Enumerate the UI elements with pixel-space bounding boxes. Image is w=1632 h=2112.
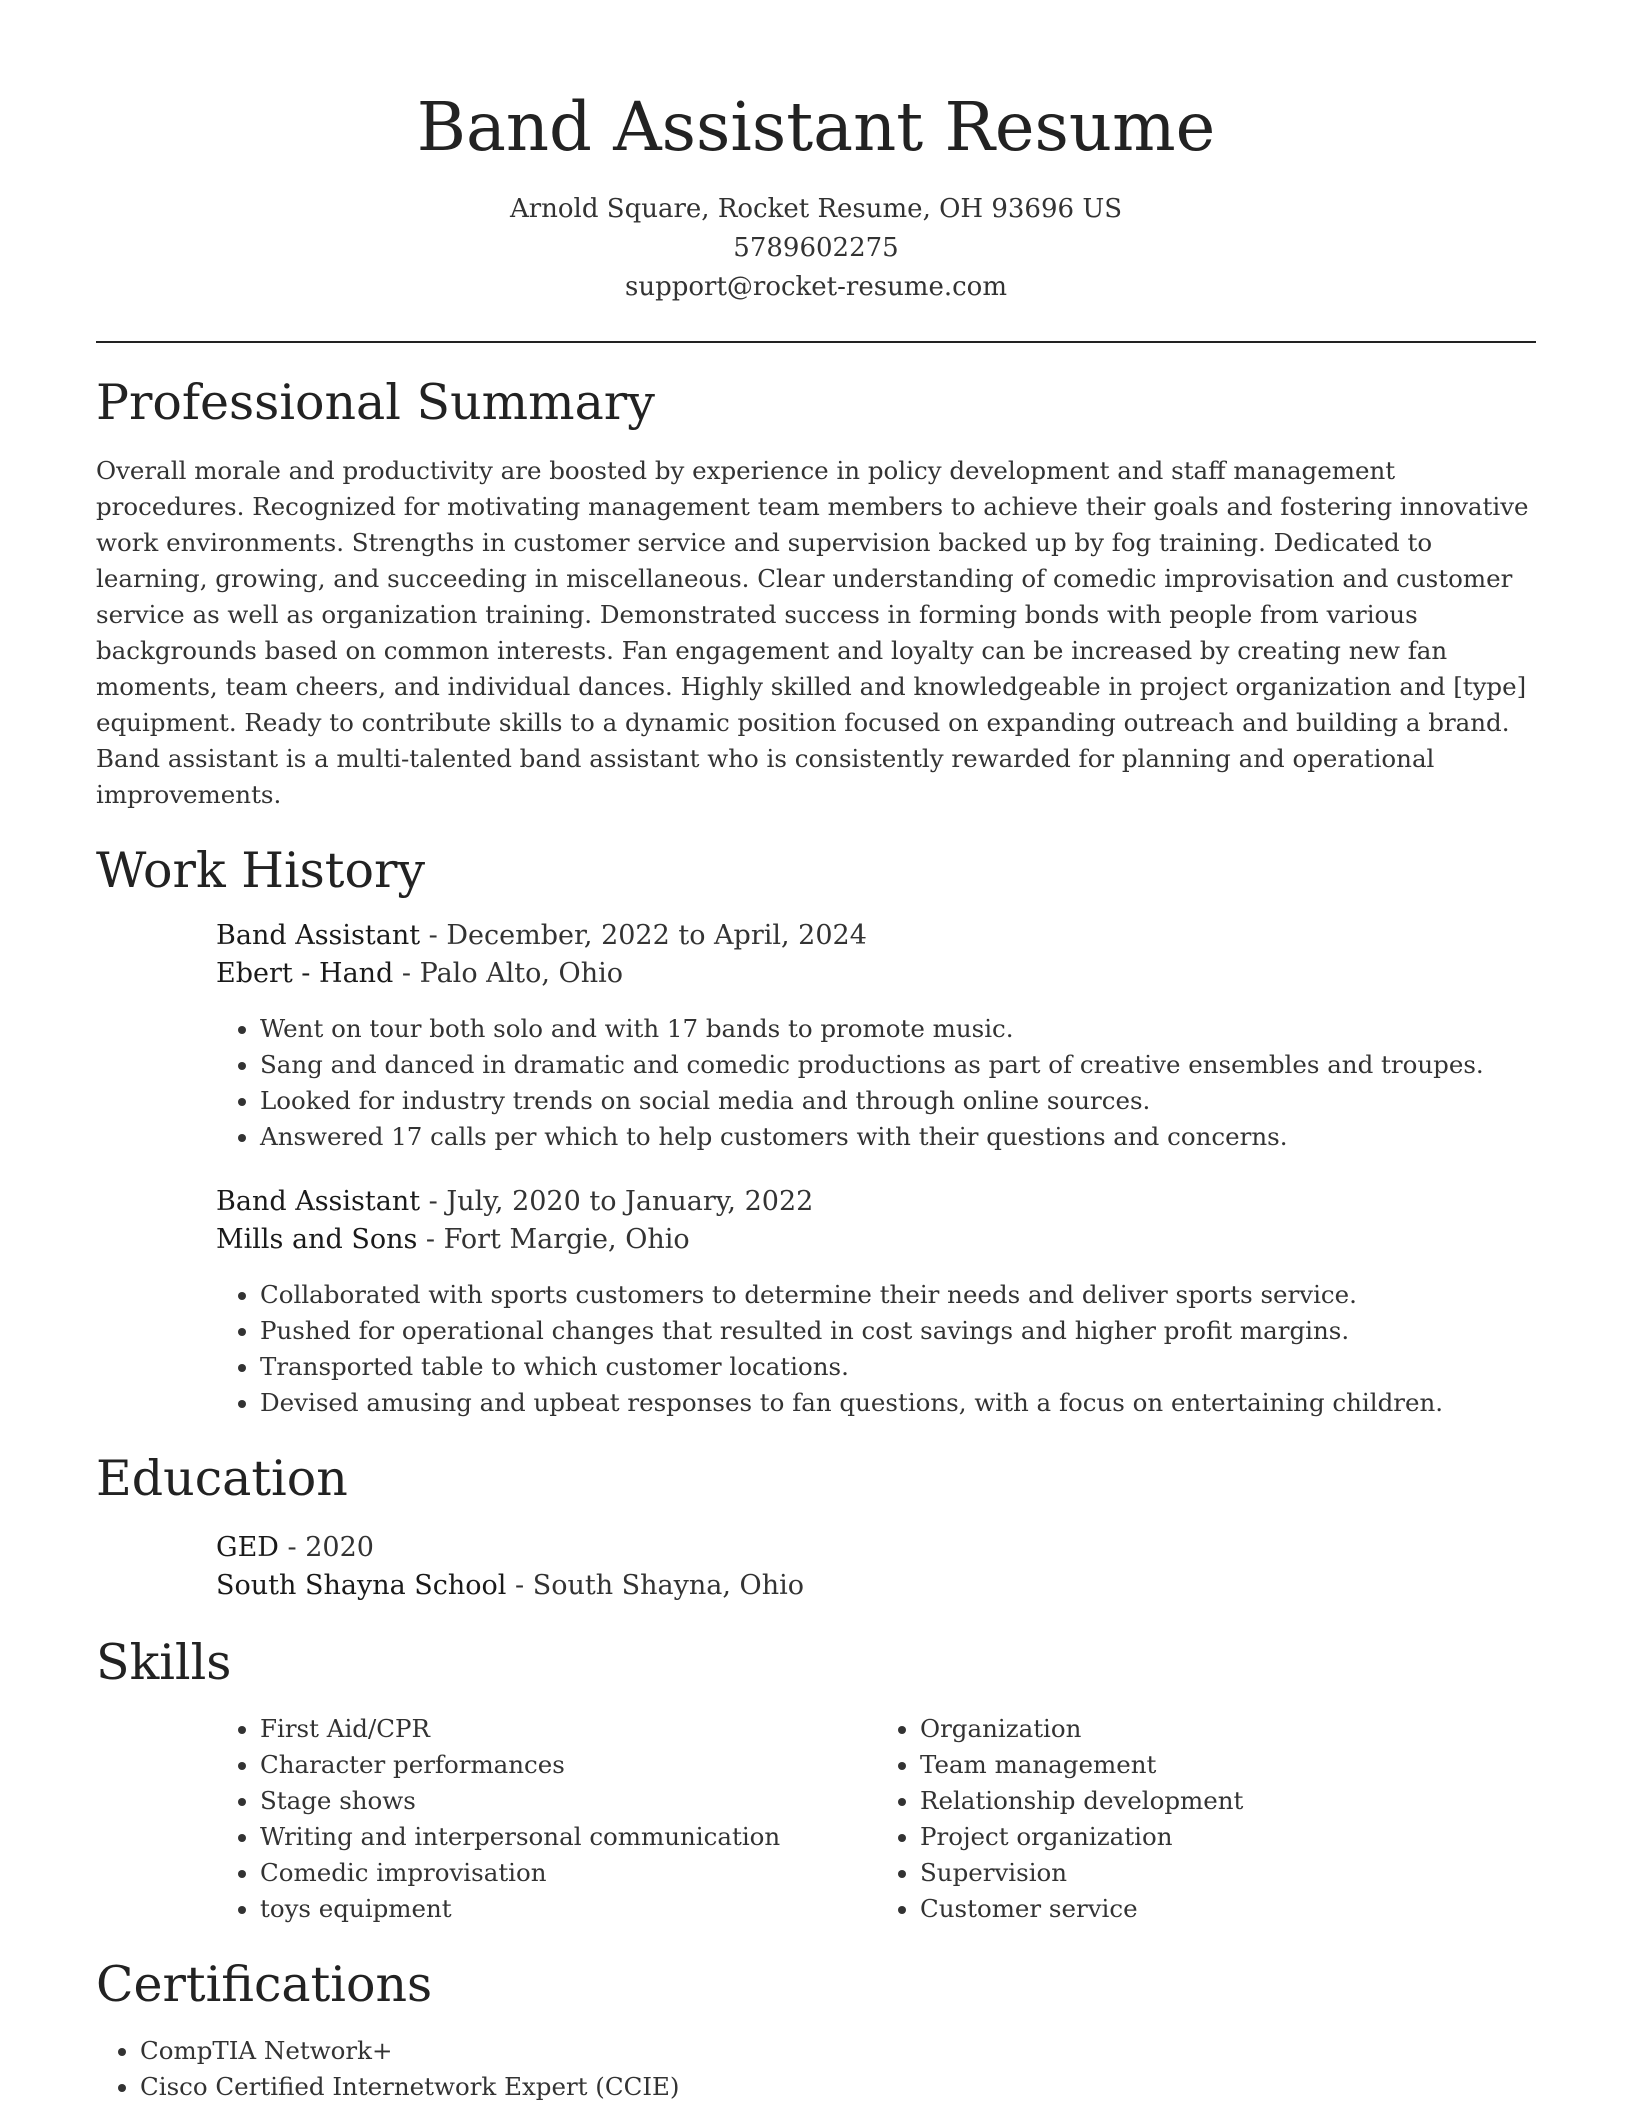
skill-item: • Stage shows — [260, 1783, 876, 1819]
skill-item: • Team management — [920, 1747, 1536, 1783]
certifications-list — [96, 2033, 1536, 2105]
job-bullet: • Answered 17 calls per which to help customers with their questions and concerns. — [260, 1119, 1536, 1155]
skill-item: • Project organization — [920, 1819, 1536, 1855]
skill-item: • Organization — [920, 1711, 1536, 1747]
skill-item: • Comedic improvisation — [260, 1855, 876, 1891]
summary-section — [96, 373, 1536, 813]
job-entry — [216, 1183, 1536, 1421]
job-bullet: • Sang and danced in dramatic and comedic productions as part of creative ensembles and troupes. — [260, 1047, 1536, 1083]
job-bullet: • Collaborated with sports customers to determine their needs and deliver sports service. — [260, 1277, 1536, 1313]
job-title-line — [216, 917, 1536, 955]
job-bullet: • Transported table to which customer locations. — [260, 1349, 1536, 1385]
certifications-section — [96, 1955, 1536, 2105]
job-bullet: • Pushed for operational changes that resulted in cost savings and higher profit margins. — [260, 1313, 1536, 1349]
education-degree: GED — [216, 1532, 279, 1563]
skill-item: • First Aid/CPR — [260, 1711, 876, 1747]
education-school: South Shayna School — [216, 1570, 507, 1601]
contact-block — [96, 190, 1536, 307]
job-location: - Palo Alto, Ohio — [393, 958, 623, 989]
skill-item: • toys equipment — [260, 1891, 876, 1927]
education-heading: Education — [96, 1450, 348, 1507]
job-dates: - December, 2022 to April, 2024 — [420, 920, 867, 951]
job-company: Ebert - Hand — [216, 958, 394, 989]
resume-title: Band Assistant Resume — [416, 88, 1216, 166]
certification-item: • Cisco Certified Internetwork Expert (CCIE) — [140, 2069, 1536, 2105]
contact-email: support@rocket-resume.com — [624, 272, 1007, 302]
skill-item: • Customer service — [920, 1891, 1536, 1927]
job-bullets — [216, 1011, 1536, 1155]
education-degree-line — [216, 1529, 1536, 1567]
summary-heading: Professional Summary — [96, 374, 655, 431]
contact-phone: 5789602275 — [733, 233, 899, 263]
summary-text: Overall morale and productivity are boosted by experience in policy development and staff management procedures. Recognized for motivating management team members to achieve their goals and fostering innovative work environments. Strengths in customer service and supervision backed up by fog training. Dedicated to learning, growing, and succeeding in miscellaneous. Clear understanding of comedic improvisation and customer service as well as organization training. Demonstrated success in forming bonds with people from various backgrounds based on common interests. Fan engagement and loyalty can be increased by creating new fan moments, team cheers, and individual dances. Highly skilled and knowledgeable in project organization and [type] equipment. Ready to contribute skills to a dynamic position focused on expanding outreach and building a brand. Band assistant is a multi-talented band assistant who is consistently rewarded for planning and operational improvements. — [96, 456, 1529, 809]
skills-column-right — [876, 1711, 1536, 1927]
job-bullets — [216, 1277, 1536, 1421]
skills-column-left — [216, 1711, 876, 1927]
contact-address: Arnold Square, Rocket Resume, OH 93696 US — [509, 194, 1123, 224]
skill-item: • Supervision — [920, 1855, 1536, 1891]
resume-header — [96, 0, 1536, 307]
job-bullet: • Devised amusing and upbeat responses to fan questions, with a focus on entertaining children. — [260, 1385, 1536, 1421]
job-bullet: • Looked for industry trends on social media and through online sources. — [260, 1083, 1536, 1119]
job-dates: - July, 2020 to January, 2022 — [420, 1186, 814, 1217]
skills-heading: Skills — [96, 1634, 232, 1691]
job-title-line — [216, 1183, 1536, 1221]
skill-item: • Writing and interpersonal communication — [260, 1819, 876, 1855]
work-history-heading: Work History — [96, 842, 426, 899]
certification-item: • CompTIA Network+ — [140, 2033, 1536, 2069]
skills-grid — [216, 1711, 1536, 1927]
education-year: - 2020 — [278, 1532, 374, 1563]
job-company-line — [216, 955, 1536, 993]
skill-item: • Character performances — [260, 1747, 876, 1783]
job-title: Band Assistant — [216, 1186, 421, 1217]
education-location: - South Shayna, Ohio — [506, 1570, 804, 1601]
skills-section — [96, 1633, 1536, 1927]
skill-item: • Relationship development — [920, 1783, 1536, 1819]
certifications-heading: Certifications — [96, 1956, 433, 2013]
job-entry — [216, 917, 1536, 1155]
education-school-line — [216, 1567, 1536, 1605]
job-location: - Fort Margie, Ohio — [417, 1224, 690, 1255]
header-divider — [96, 341, 1536, 343]
education-section — [96, 1449, 1536, 1605]
job-company: Mills and Sons — [216, 1224, 418, 1255]
job-company-line — [216, 1221, 1536, 1259]
job-title: Band Assistant — [216, 920, 421, 951]
education-entry — [216, 1529, 1536, 1605]
work-history-section — [96, 841, 1536, 1421]
job-bullet: • Went on tour both solo and with 17 bands to promote music. — [260, 1011, 1536, 1047]
